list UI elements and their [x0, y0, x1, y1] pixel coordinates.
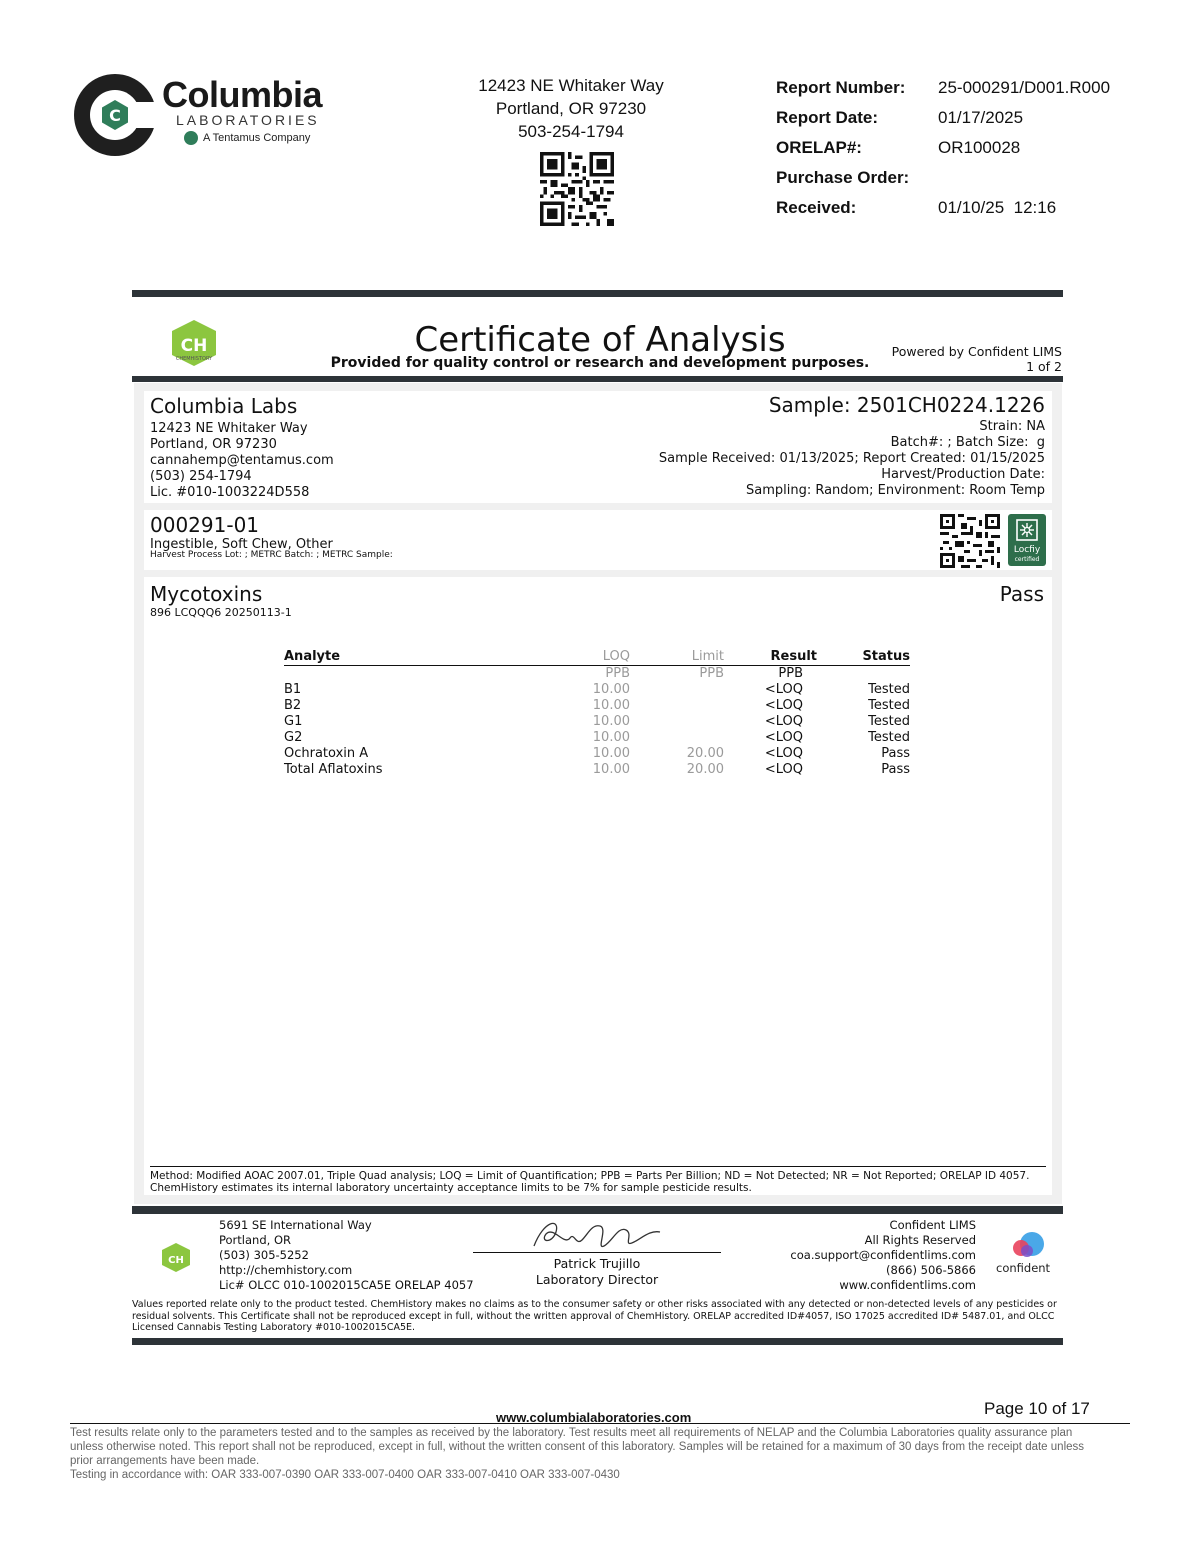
- limit-cell: 20.00: [686, 746, 724, 761]
- tagline-text: A Tentamus Company: [203, 132, 311, 144]
- received-row: [776, 193, 1110, 223]
- brand-name: Columbia: [162, 74, 323, 115]
- loq-cell: 10.00: [592, 698, 630, 713]
- columbia-logo-icon: [72, 72, 158, 158]
- status-cell: Tested: [868, 714, 910, 729]
- locfiy-badge-name: Locfiy: [1013, 545, 1041, 555]
- table-row: [284, 746, 910, 762]
- loq-cell: 10.00: [592, 682, 630, 697]
- footer-line: 5691 SE International Way: [219, 1218, 372, 1232]
- lab-name: Columbia Labs: [150, 394, 298, 418]
- confident-logo-text: confident: [996, 1261, 1051, 1275]
- result-cell: <LOQ: [764, 698, 803, 713]
- svg-text:CH: CH: [168, 1255, 184, 1266]
- top-divider: [132, 290, 1063, 297]
- col-result: Result: [770, 649, 817, 664]
- bottom-divider: [132, 1338, 1063, 1345]
- footer-line: coa.support@confidentlims.com: [790, 1248, 976, 1262]
- orelap-row: [776, 133, 1110, 163]
- address-line: 503-254-1794: [518, 122, 624, 141]
- tentamus-icon: [184, 131, 198, 145]
- lab-details: [150, 421, 334, 501]
- powered-by: [862, 344, 1062, 374]
- analyte-cell: G2: [284, 730, 303, 745]
- status-cell: Tested: [868, 698, 910, 713]
- analyte-cell: Total Aflatoxins: [284, 762, 383, 777]
- meta-value: 25-000291/D001.R000: [938, 78, 1111, 97]
- limit-cell: [630, 682, 724, 698]
- address-line: Portland, OR 97230: [495, 99, 647, 118]
- unit-cell: PPB: [605, 666, 630, 681]
- section-title: Mycotoxins: [150, 582, 263, 606]
- locfiy-badge-certified: certified: [1014, 556, 1040, 563]
- website-link[interactable]: www.columbialaboratories.com: [496, 1410, 692, 1425]
- col-status: Status: [862, 649, 910, 664]
- footer-line: All Rights Reserved: [864, 1233, 976, 1247]
- lab-address: [440, 74, 702, 143]
- lab-line: Lic. #010-1003224D558: [150, 485, 310, 500]
- result-cell: <LOQ: [764, 762, 803, 777]
- status-cell: Tested: [868, 730, 910, 745]
- svg-text:CH: CH: [180, 336, 208, 356]
- table-row: [284, 730, 910, 746]
- product-type: Ingestible, Soft Chew, Other: [150, 537, 333, 552]
- product-id: 000291-01: [150, 513, 260, 537]
- limit-cell: 20.00: [686, 762, 724, 777]
- meta-label: Received:: [776, 198, 857, 217]
- sample-line: Strain: NA: [979, 419, 1045, 434]
- lab-sample-panel: [144, 391, 1052, 503]
- lab-line: 12423 NE Whitaker Way: [150, 421, 308, 436]
- footer-line: Portland, OR: [219, 1233, 291, 1247]
- address-line: 12423 NE Whitaker Way: [478, 76, 664, 95]
- footer-note: Test results relate only to the parameters tested and to the samples as received by the laboratory. Test results meet all requirements of NELAP and the Columbia Laboratories quality assurance plan: [70, 1427, 1073, 1439]
- svg-text:C: C: [109, 106, 121, 125]
- footer-note: unless otherwise noted. This report shall not be reproduced, except in full, without the written consent of this laboratory. Samples will be retained for a maximum of 30 days from the receipt date unless: [70, 1441, 1085, 1453]
- page-footer-rule: [70, 1423, 1130, 1424]
- method-note: Method: Modified AOAC 2007.01, Triple Quad analysis; LOQ = Limit of Quantification; PPB = Parts Per Billion; ND = Not Detected; NR = Not Reported; ORELAP ID 4057. ChemHistory estimates its internal laboratory uncertainty acceptance limits to be 7% for sample pesticide results.: [150, 1170, 1030, 1194]
- section-status: Pass: [999, 582, 1044, 606]
- footer-line: www.confidentlims.com: [839, 1278, 976, 1292]
- powered-by-text: Powered by Confident LIMS: [891, 344, 1062, 359]
- result-cell: <LOQ: [764, 746, 803, 761]
- sample-title: Sample: 2501CH0224.1226: [768, 393, 1045, 417]
- ch-logo-caption: CHEMHISTORY: [175, 356, 213, 362]
- page-footer-notes: [70, 1426, 1150, 1482]
- method-divider: [150, 1166, 1046, 1167]
- loq-cell: 10.00: [592, 714, 630, 729]
- result-cell: <LOQ: [764, 730, 803, 745]
- unit-cell: [284, 666, 544, 683]
- signer-block: [473, 1256, 721, 1288]
- page-number: Page 10 of 17: [984, 1399, 1090, 1418]
- footer-note: Testing in accordance with: OAR 333-007-0390 OAR 333-007-0400 OAR 333-007-0410 OAR 333-007-0430: [70, 1469, 620, 1481]
- product-lot: Harvest Process Lot: ; METRC Batch: ; METRC Sample:: [150, 550, 393, 560]
- loq-cell: 10.00: [592, 746, 630, 761]
- product-panel: [144, 510, 1052, 570]
- sample-qr-icon: [940, 514, 1000, 568]
- unit-cell: PPB: [699, 666, 724, 681]
- brand-tagline: [184, 131, 310, 145]
- table-units-row: [284, 666, 910, 683]
- result-cell: <LOQ: [764, 682, 803, 697]
- analyte-cell: Ochratoxin A: [284, 746, 369, 761]
- brand-subtitle: LABORATORIES: [176, 112, 320, 128]
- col-loq: LOQ: [602, 649, 630, 664]
- report-number-row: [776, 73, 1110, 103]
- purchase-order-row: [776, 163, 1110, 193]
- mycotoxins-panel: [144, 577, 1052, 1195]
- locfiy-badge: [1008, 514, 1046, 566]
- report-date-row: [776, 103, 1110, 133]
- chemhistory-address: [219, 1218, 474, 1293]
- meta-label: Report Date:: [776, 108, 879, 127]
- qr-code-icon: [540, 152, 614, 226]
- result-cell: <LOQ: [764, 714, 803, 729]
- status-cell: Pass: [881, 762, 910, 777]
- table-row: [284, 682, 910, 698]
- page-of-text: 1 of 2: [1026, 359, 1062, 374]
- lab-line: (503) 254-1794: [150, 469, 252, 484]
- sample-details: [659, 419, 1045, 499]
- section-code: 896 LCQQQ6 20250113-1: [150, 606, 292, 619]
- meta-label: Purchase Order:: [776, 168, 910, 187]
- certificate-title: Certificate of Analysis: [414, 320, 786, 360]
- mycotoxin-results-table: [284, 649, 910, 778]
- table-row: [284, 714, 910, 730]
- analyte-cell: B2: [284, 698, 302, 713]
- footer-line: Lic# OLCC 010-1002015CA5E ORELAP 4057: [219, 1278, 474, 1292]
- meta-value: 01/17/2025: [938, 108, 1024, 127]
- footer-note: prior arrangements have been made.: [70, 1455, 260, 1467]
- meta-value: OR100028: [938, 138, 1021, 157]
- sample-line: Harvest/Production Date:: [881, 467, 1045, 482]
- signature-line: [473, 1252, 721, 1253]
- signature-icon: [530, 1216, 666, 1256]
- table-row: [284, 698, 910, 714]
- loq-cell: 10.00: [592, 730, 630, 745]
- table-row: [284, 762, 910, 778]
- limit-cell: [630, 730, 724, 746]
- meta-label: Report Number:: [776, 78, 906, 97]
- footer-line: Confident LIMS: [889, 1218, 976, 1232]
- loq-cell: 10.00: [592, 762, 630, 777]
- lab-line: Portland, OR 97230: [150, 437, 277, 452]
- col-limit: Limit: [691, 649, 724, 664]
- confident-logo-icon: [1008, 1230, 1048, 1262]
- signer-title: Laboratory Director: [535, 1272, 659, 1287]
- unit-cell: PPB: [778, 666, 803, 681]
- locfiy-emblem-icon: [1015, 518, 1039, 542]
- unit-cell: [817, 666, 910, 683]
- disclaimer-text: Values reported relate only to the product tested. ChemHistory makes no claims as to the consumer safety or other risks associated with any detected or non-detected levels of any pesticides or residual solvents. This Certificate shall not be reproduced except in full, without the written approval of ChemHistory. ORELAP accredited ID#4057, ISO 17025 accredited ID# 5487.01, and OLCC Licensed Cannabis Testing Laboratory #010-1002015CA5E.: [132, 1299, 1057, 1333]
- lab-line: cannahemp@tentamus.com: [150, 453, 334, 468]
- status-cell: Tested: [868, 682, 910, 697]
- sample-line: Sample Received: 01/13/2025; Report Created: 01/15/2025: [658, 451, 1045, 466]
- meta-label: ORELAP#:: [776, 138, 862, 157]
- meta-value: 01/10/25 12:16: [938, 198, 1057, 217]
- chemhistory-footer-logo-icon: [158, 1242, 194, 1274]
- footer-line: http://chemhistory.com: [219, 1263, 353, 1277]
- signer-name: Patrick Trujillo: [553, 1256, 641, 1271]
- sample-line: Sampling: Random; Environment: Room Temp: [745, 483, 1045, 498]
- sample-line: Batch#: ; Batch Size: g: [890, 435, 1045, 450]
- status-cell: Pass: [881, 746, 910, 761]
- limit-cell: [630, 714, 724, 730]
- limit-cell: [630, 698, 724, 714]
- footer-line: (866) 506-5866: [886, 1263, 976, 1277]
- footer-divider: [132, 1206, 1063, 1214]
- confident-contact: [790, 1218, 976, 1293]
- col-analyte: Analyte: [284, 649, 341, 664]
- report-meta: [776, 73, 1110, 223]
- table-header-row: [284, 649, 910, 666]
- chemhistory-logo-icon: [164, 318, 224, 370]
- footer-line: (503) 305-5252: [219, 1248, 309, 1262]
- analyte-cell: B1: [284, 682, 302, 697]
- mid-divider: [132, 376, 1063, 382]
- certificate-subtitle: Provided for quality control or research and development purposes.: [330, 355, 870, 371]
- analyte-cell: G1: [284, 714, 303, 729]
